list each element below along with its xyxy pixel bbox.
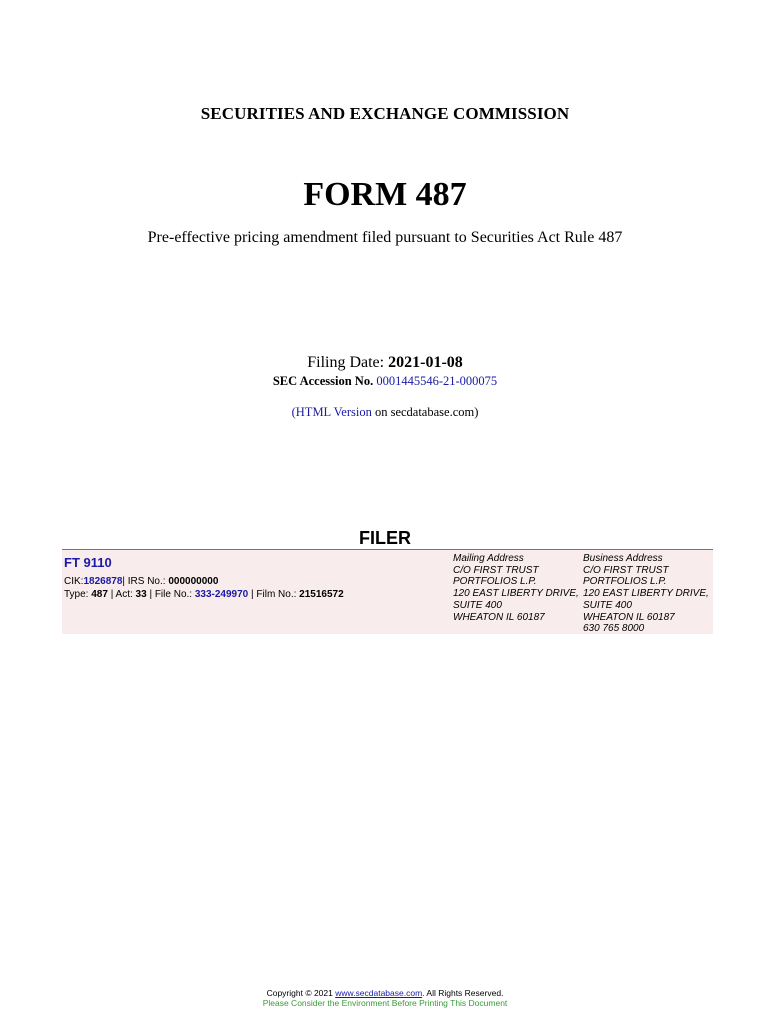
mailing-address-line: 120 EAST LIBERTY DRIVE, bbox=[453, 588, 579, 600]
copyright-prefix: Copyright © 2021 bbox=[266, 988, 336, 998]
secdatabase-link[interactable]: www.secdatabase.com bbox=[335, 988, 423, 998]
mailing-address-line: C/O FIRST TRUST bbox=[453, 564, 539, 576]
business-address bbox=[583, 553, 709, 635]
cik-label: CIK: bbox=[64, 576, 84, 587]
film-value: 21516572 bbox=[299, 589, 344, 600]
film-label: | Film No.: bbox=[248, 589, 300, 600]
mailing-address-line: SUITE 400 bbox=[453, 599, 502, 611]
accession-link[interactable]: 0001445546-21-000075 bbox=[376, 374, 498, 388]
filer-type-act-file-film bbox=[64, 589, 344, 600]
mailing-address-line: WHEATON IL 60187 bbox=[453, 611, 545, 623]
environment-note: Please Consider the Environment Before Printing This Document bbox=[262, 998, 508, 1008]
mailing-address-heading: Mailing Address bbox=[453, 553, 524, 564]
irs-label: | IRS No.: bbox=[122, 576, 169, 587]
html-version-open-paren: ( bbox=[291, 405, 296, 419]
file-label: | File No.: bbox=[146, 589, 195, 600]
form-title: FORM 487 bbox=[303, 176, 467, 213]
business-address-line: C/O FIRST TRUST bbox=[583, 564, 669, 576]
mailing-address bbox=[453, 553, 579, 623]
html-version-link[interactable]: HTML Version bbox=[295, 405, 372, 419]
html-version-suffix: on secdatabase.com) bbox=[371, 405, 479, 419]
commission-title: SECURITIES AND EXCHANGE COMMISSION bbox=[200, 104, 570, 123]
filing-date bbox=[0, 354, 770, 372]
act-label: | Act: bbox=[107, 589, 136, 600]
type-value: 487 bbox=[91, 589, 108, 600]
filer-name-link[interactable]: FT 9110 bbox=[64, 555, 112, 570]
filer-heading: FILER bbox=[359, 528, 411, 548]
filer-cik-irs bbox=[64, 576, 218, 587]
accession-label: SEC Accession No. bbox=[272, 374, 374, 388]
type-label: Type: bbox=[64, 589, 92, 600]
irs-value: 000000000 bbox=[168, 576, 219, 587]
form-description: Pre-effective pricing amendment filed pursuant to Securities Act Rule 487 bbox=[147, 229, 623, 246]
business-address-line: WHEATON IL 60187 bbox=[583, 611, 675, 623]
html-version-line bbox=[0, 405, 770, 420]
business-address-line: 630 765 8000 bbox=[583, 623, 645, 635]
filing-date-value: 2021-01-08 bbox=[388, 354, 463, 371]
filing-date-label: Filing Date: bbox=[307, 354, 385, 371]
business-address-line: SUITE 400 bbox=[583, 599, 632, 611]
mailing-address-line: PORTFOLIOS L.P. bbox=[453, 576, 537, 588]
accession-number bbox=[0, 374, 770, 389]
business-address-line: 120 EAST LIBERTY DRIVE, bbox=[583, 588, 709, 600]
cik-link[interactable]: 1826878 bbox=[83, 576, 123, 587]
file-number-link[interactable]: 333-249970 bbox=[194, 589, 249, 600]
copyright-suffix: . All Rights Reserved. bbox=[422, 988, 504, 998]
business-address-heading: Business Address bbox=[583, 553, 663, 564]
copyright-notice bbox=[0, 988, 770, 998]
act-value: 33 bbox=[135, 589, 147, 600]
business-address-line: PORTFOLIOS L.P. bbox=[583, 576, 667, 588]
